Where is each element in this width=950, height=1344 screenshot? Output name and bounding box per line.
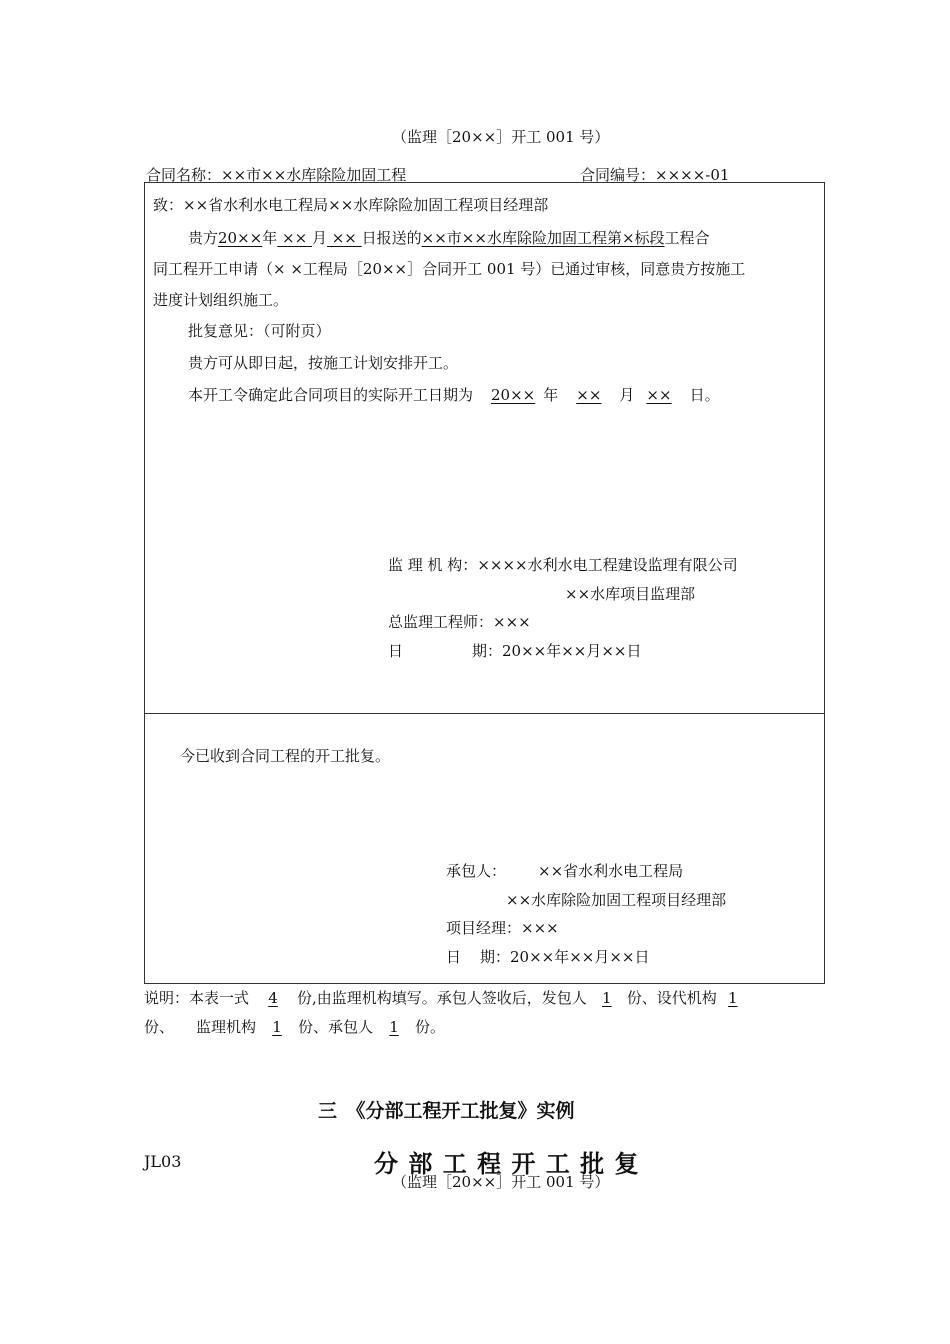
note-copies-contractor: 1 <box>389 1018 399 1036</box>
start-month: ×× <box>576 386 602 404</box>
ref-number-top: （监理［20××］开工 001 号） <box>392 128 610 146</box>
approval-paragraph-line1 <box>188 227 710 248</box>
receipt-date-label: 日 <box>446 948 462 966</box>
contractor-label: 承包人： <box>446 862 507 880</box>
chief-engineer: 总监理工程师：××× <box>388 613 531 631</box>
note-text-c: 份、设代机构 <box>626 989 717 1007</box>
form-title: 分 部 工 程 开 工 批 复 <box>374 1150 640 1178</box>
supervisor-org-name: ××××水利水电工程建设监理有限公司 <box>477 556 738 574</box>
opinion-text: 贵方可从即日起，按施工计划安排开工。 <box>188 354 459 372</box>
contractor-name1: ××省水利水电工程局 <box>538 862 684 880</box>
approval-paragraph-line2: 同工程开工申请（× ×工程局［20××］合同开工 001 号）已通过审核，同意贵方按施工 <box>153 260 746 278</box>
start-year: 20×× <box>491 386 536 404</box>
p1-text-b: 年 <box>262 229 278 247</box>
receipt-date-value: 期：20××年××月××日 <box>480 948 650 966</box>
contractor-name2: ××水库除险加固工程项目经理部 <box>506 891 727 909</box>
p1-month: ×× <box>277 229 312 247</box>
p1-text-d: 日报送的 <box>361 229 422 247</box>
note-text-d: 份、 <box>144 1018 175 1036</box>
start-text-d: 日。 <box>689 386 720 404</box>
receipt-text: 今已收到合同工程的开工批复。 <box>180 747 391 765</box>
note-copies-total: 4 <box>268 989 278 1007</box>
start-text-c: 月 <box>619 386 635 404</box>
start-date-line <box>188 384 720 405</box>
contract-name: 合同名称：××市××水库除险加固工程 <box>146 166 407 184</box>
p1-year: 20×× <box>218 229 263 247</box>
note-line1 <box>144 987 749 1008</box>
start-text-a: 本开工令确定此合同项目的实际开工日期为 <box>188 386 474 404</box>
form-code: JL03 <box>144 1152 182 1171</box>
supervisor-org-line1 <box>388 554 738 575</box>
note-text-a: 说明：本表一式 <box>144 989 250 1007</box>
start-text-b: 年 <box>543 386 559 404</box>
opinion-label: 批复意见：（可附页） <box>188 322 331 340</box>
note-copies-design: 1 <box>728 989 738 1007</box>
p1-text-c: 月 <box>311 229 327 247</box>
note-copies-owner: 1 <box>602 989 612 1007</box>
note-copies-supervisor: 1 <box>272 1018 282 1036</box>
note-text-e: 监理机构 <box>196 1018 257 1036</box>
p1-text-e: 工程合 <box>664 229 710 247</box>
supervisor-org-name2: ××水库项目监理部 <box>565 585 696 603</box>
note-text-f: 份、承包人 <box>298 1018 374 1036</box>
p1-text-a: 贵方 <box>188 229 219 247</box>
p1-project: ××市××水库除险加固工程第×标段 <box>421 229 665 247</box>
start-day: ×× <box>646 386 672 404</box>
ref-number-bottom: （监理［20××］开工 001 号） <box>392 1173 610 1191</box>
supervisor-org-label: 监 理 机 构： <box>388 556 478 574</box>
addressee: 致：××省水利水电工程局××水库除险加固工程项目经理部 <box>153 196 549 214</box>
project-manager: 项目经理：××× <box>446 919 559 937</box>
note-text-b: 份,由监理机构填写。承包人签收后，发包人 <box>297 989 587 1007</box>
contract-number: 合同编号：××××-01 <box>580 166 730 184</box>
section-heading: 三 《分部工程开工批复》实例 <box>318 1100 575 1122</box>
approval-paragraph-line3: 进度计划组织施工。 <box>153 291 289 309</box>
approval-date-label: 日 <box>388 642 404 660</box>
note-line2 <box>144 1016 445 1037</box>
note-text-g: 份。 <box>415 1018 446 1036</box>
p1-day: ×× <box>326 229 362 247</box>
approval-date-value: 期：20××年××月××日 <box>472 642 642 660</box>
